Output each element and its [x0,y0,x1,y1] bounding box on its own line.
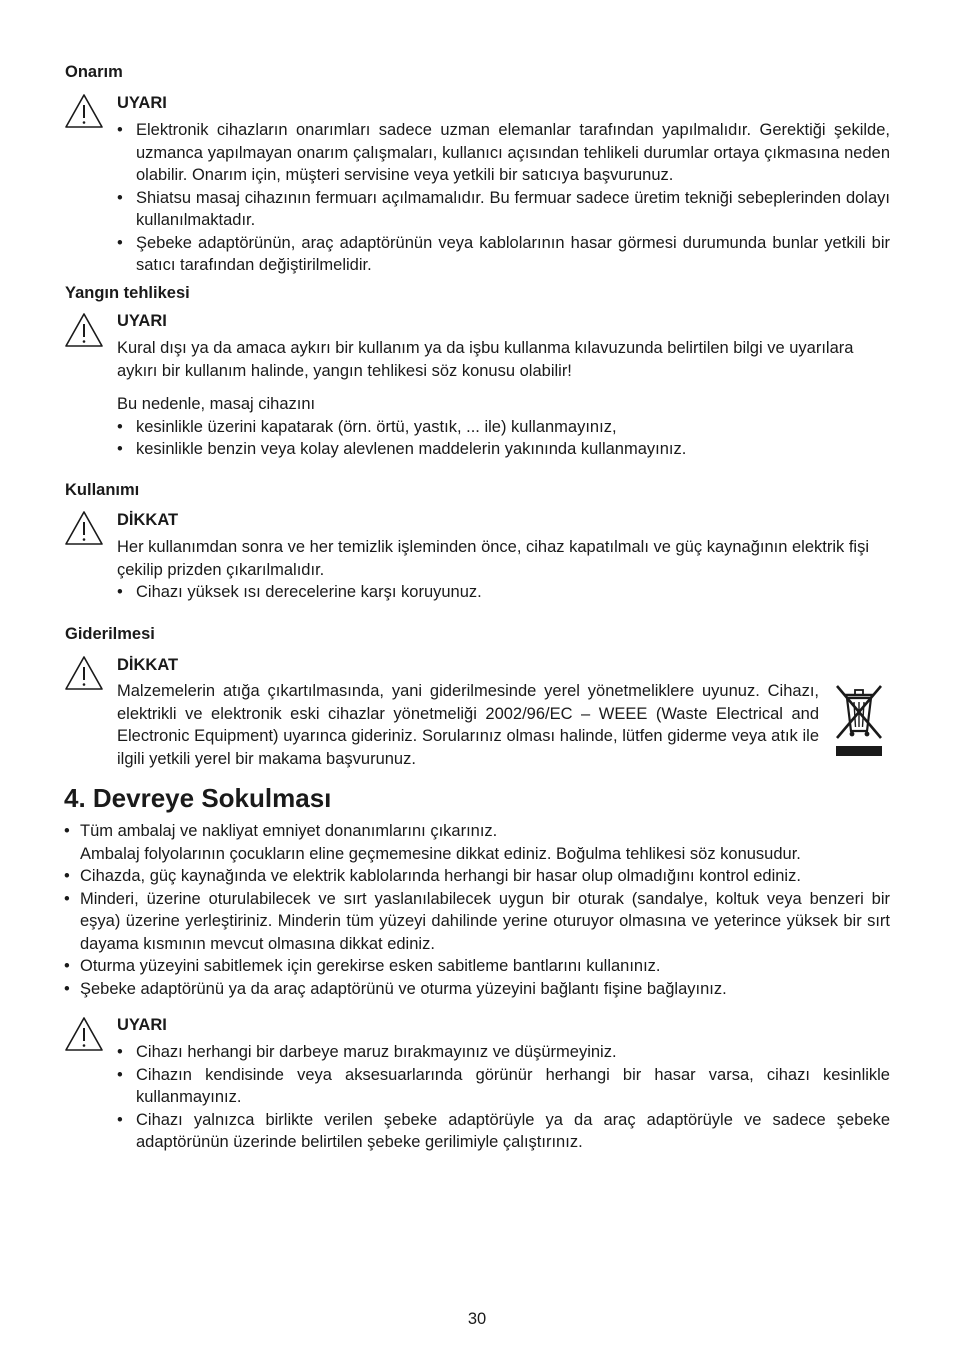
weee-crossed-bin-icon [834,683,884,759]
list-item: • Shiatsu masaj cihazının fermuarı açılmamalıdır. Bu fermuar sadece üretim tekniği sebeplerinden dolayı kullanılmaktadır. [117,187,890,232]
warning-label: UYARI [117,94,167,112]
warning-label: UYARI [117,312,167,330]
list-item: • Şebeke adaptörünü ya da araç adaptörünü ve oturma yüzeyini bağlantı fişine bağlayınız. [64,978,890,1001]
warning-triangle-icon [64,655,104,691]
list-item: • Minderi, üzerine oturulabilecek ve sırt yaslanılabilecek uygun bir oturak (sandalye, koltuk veya benzeri bir eşya) üzerine yerleştiriniz. Minderin tüm yüzeyi dahilinde yerine oturuyor olmasına ve yeterince yüksek bir sırt dayama kısmının mevcut olmasına dikkat ediniz. [64,888,890,956]
onarim-warning-body [117,119,890,277]
intro-text: Bu nedenle, masaj cihazını [117,395,316,413]
warning-triangle-icon [64,312,104,348]
section-title-onarim: Onarım [65,63,123,81]
warning-text: Kural dışı ya da amaca aykırı bir kullanım ya da işbu kullanma kılavuzunda belirtilen bilgi ve uyarılara aykırı bir kullanım halinde, yangın tehlikesi söz konusu olabilir! [117,339,854,380]
list-item: • Cihazın kendisinde veya aksesuarlarında görünür herhangi bir hasar varsa, cihazı kesinlikle kullanmayınız. [117,1064,890,1109]
warning-triangle-icon [64,510,104,546]
kullanim-caution-body [117,536,890,604]
section-title-kullanim: Kullanımı [65,481,140,499]
chapter-title: 4. Devreye Sokulması [64,783,332,813]
caution-text: Her kullanımdan sonra ve her temizlik işleminden önce, cihaz kapatılmalı ve güç kaynağının elektrik fişi çekilip prizden çıkarılmalıdır. [117,538,870,579]
chapter-bullet-list [64,820,890,1000]
list-item: • kesinlikle benzin veya kolay alevlenen maddelerin yakınında kullanmayınız. [117,438,890,461]
list-item: • Cihazı herhangi bir darbeye maruz bırakmayınız ve düşürmeyiniz. [117,1041,890,1064]
warning-label: UYARI [117,1016,167,1034]
caution-label: DİKKAT [117,511,179,529]
list-item [64,820,890,865]
section-title-giderilmesi: Giderilmesi [65,625,155,643]
page-number: 30 [467,1310,487,1328]
giderilmesi-caution-body [117,680,819,770]
warning-triangle-icon [64,1016,104,1052]
caution-text: Malzemelerin atığa çıkartılmasında, yani giderilmesinde yerel yönetmeliklere uyunuz. Cihazı, elektrikli ve elektronik eski cihazlar yönetmeliği 2002/96/EC – WEEE (Waste Electrical and Electronic Equipment) uyarınca gideriniz. Sorularınız olması halinde, lütfen giderme veya atık ile ilgili yetkili yerel bir makama başvurunuz. [117,682,819,768]
warning-triangle-icon [64,93,104,129]
list-item: • Cihazı yüksek ısı derecelerine karşı koruyunuz. [117,581,890,604]
list-item: • Oturma yüzeyini sabitlemek için gerekirse esken sabitleme bantlarını kullanınız. [64,955,890,978]
list-item-text: • Tüm ambalaj ve nakliyat emniyet donanımlarını çıkarınız. [80,822,498,840]
list-item-subtext: Ambalaj folyolarının çocukların eline geçmemesine dikkat ediniz. Boğulma tehlikesi söz konusudur. [80,844,801,863]
list-item: • Cihazda, güç kaynağında ve elektrik kablolarında herhangi bir hasar olup olmadığını kontrol ediniz. [64,865,890,888]
list-item: • Şebeke adaptörünün, araç adaptörünün veya kablolarının hasar görmesi durumunda bunlar yetkili bir satıcı tarafından değiştirilmelidir. [117,232,890,277]
list-item: • Elektronik cihazların onarımları sadece uzman elemanlar tarafından yapılmalıdır. Gerektiği şekilde, uzmanca yapılmayan onarım çalışmaları, kullanıcı açısından tehlikeli durumlar ortaya çıkmasına neden olabilir. Onarım için, müşteri servisine veya yetkili bir satıcıya başvurunuz. [117,119,890,187]
section-title-yangin: Yangın tehlikesi [65,284,190,302]
caution-label: DİKKAT [117,656,179,674]
yangin-warning-body [117,337,890,461]
chapter-warning-body [117,1041,890,1154]
list-item: • kesinlikle üzerini kapatarak (örn. örtü, yastık, ... ile) kullanmayınız, [117,416,890,439]
list-item: • Cihazı yalnızca birlikte verilen şebeke adaptörüyle ya da araç adaptörüyle ve sadece şebeke adaptörünün üzerinde belirtilen şebeke gerilimiyle çalıştırınız. [117,1109,890,1154]
